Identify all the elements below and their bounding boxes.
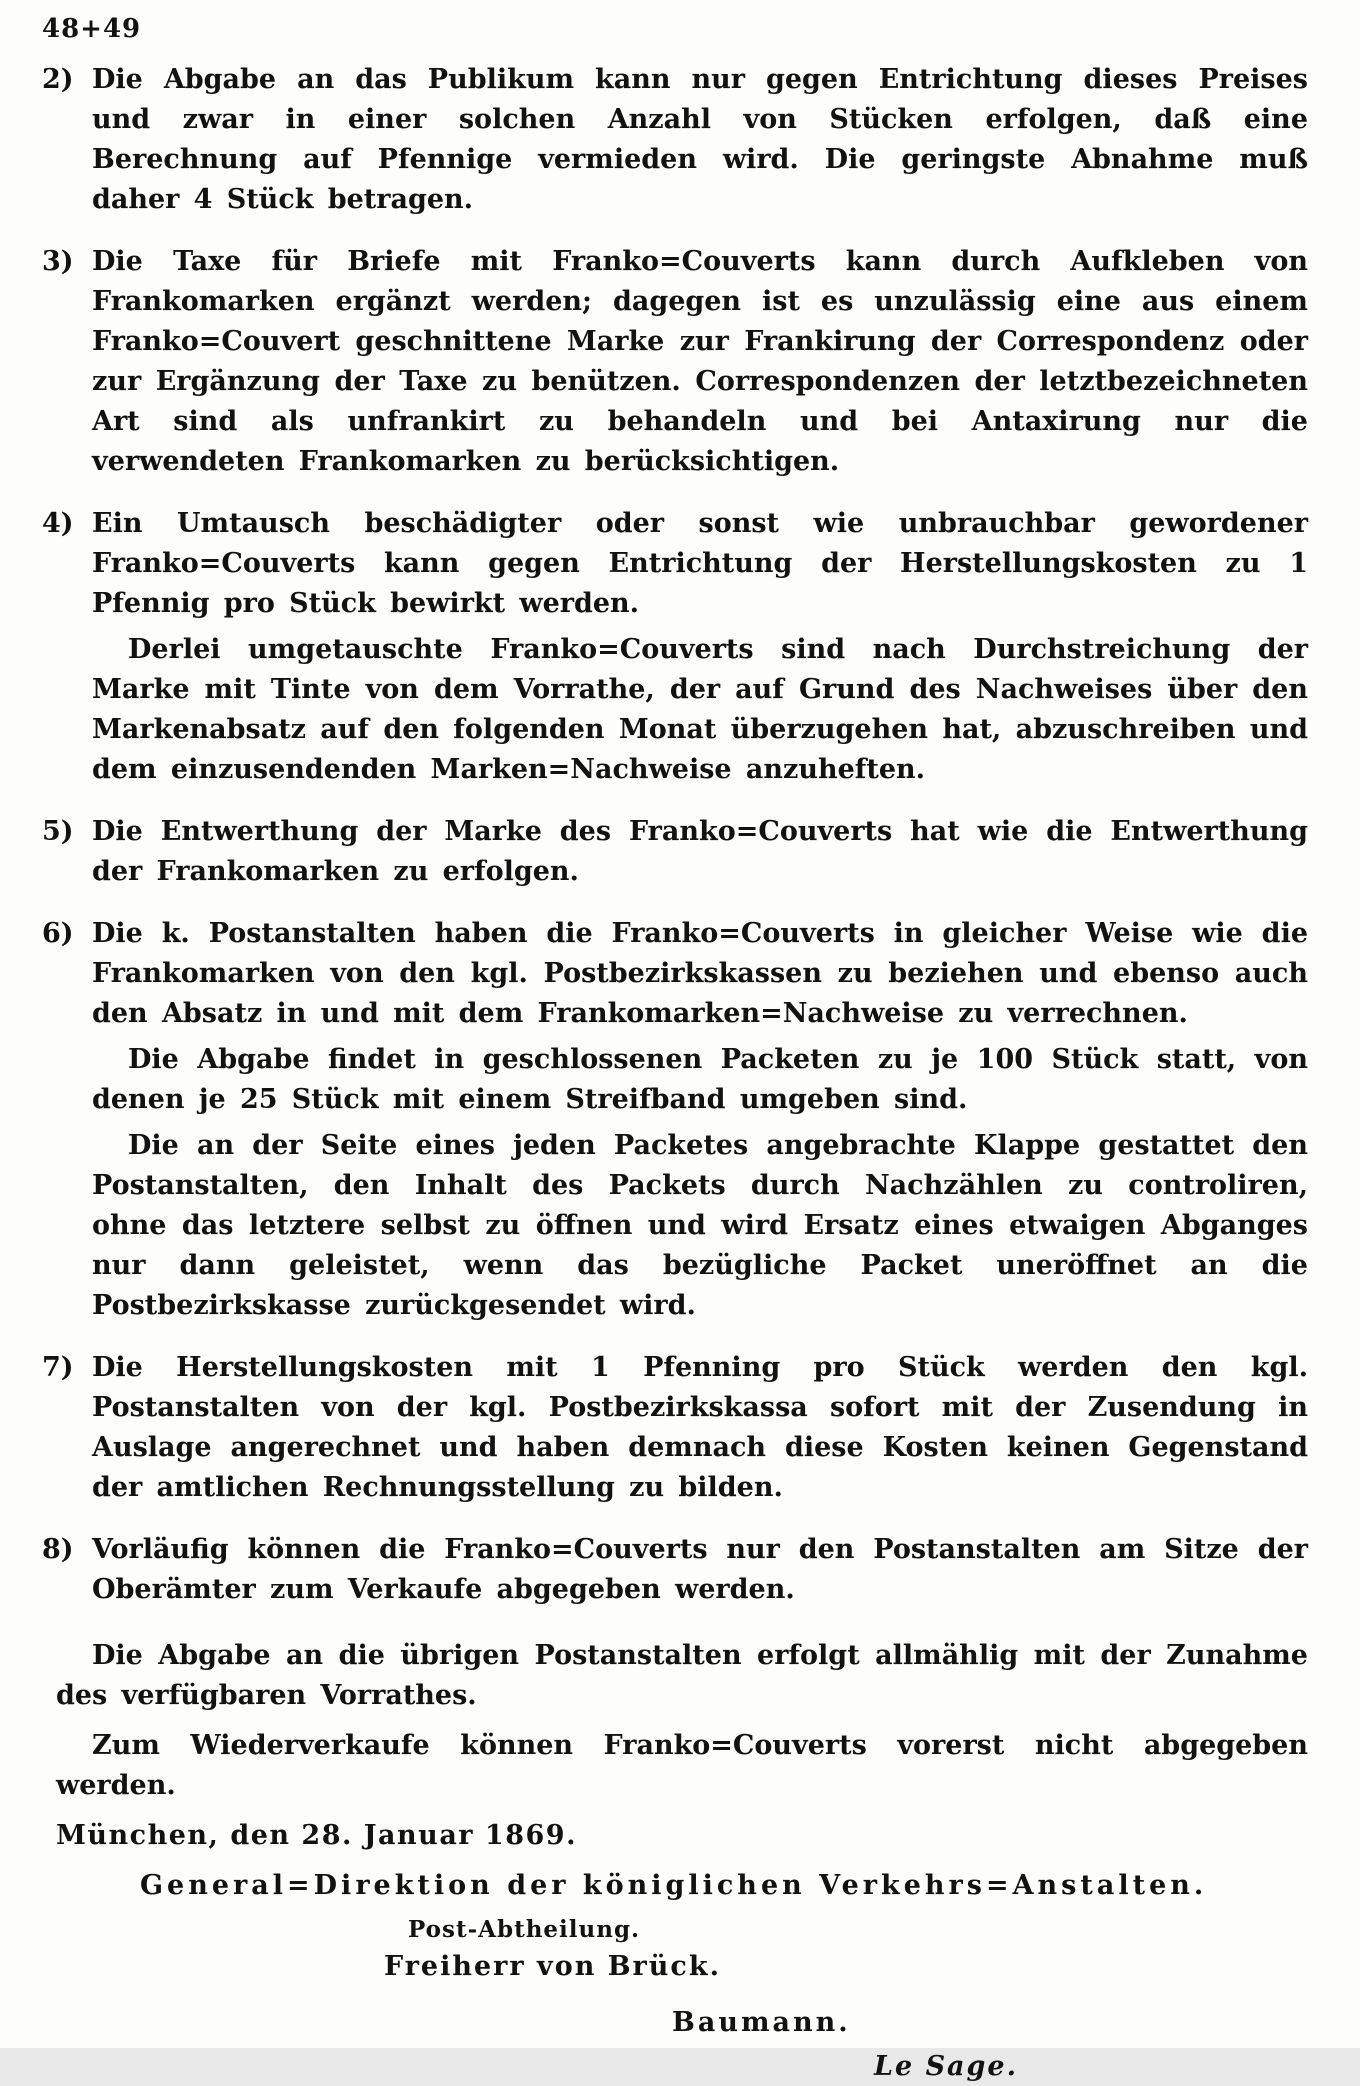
- paragraph: Die Herstellungskosten mit 1 Pfenning pro Stück werden den kgl. Postanstalten von der kgl. Postbezirkskassa sofort mit der Zusendung in Auslage angerechnet und haben demnach diese Kosten keinen Gegenstand der amtlichen Rechnungsstellung zu bilden.: [92, 1352, 1308, 1503]
- numbered-item-list: [42, 60, 1308, 1610]
- item-number: 4): [42, 508, 74, 539]
- item-number: 3): [42, 246, 74, 277]
- list-item-7: [42, 1348, 1308, 1508]
- paragraph: Die an der Seite eines jeden Packetes angebrachte Klappe gestattet den Postanstalten, den Inhalt des Packets durch Nachzählen zu controliren, ohne das letztere selbst zu öffnen und wird Ersatz eines etwaigen Abganges nur dann geleistet, wenn das bezügliche Packet uneröffnet an die Postbezirkskasse zurückgesendet wird.: [92, 1130, 1308, 1321]
- paragraph: Die Abgabe an das Publikum kann nur gegen Entrichtung dieses Preises und zwar in einer solchen Anzahl von Stücken erfolgen, daß eine Berechnung auf Pfennige vermieden wird. Die geringste Abnahme muß daher 4 Stück betragen.: [92, 64, 1308, 215]
- paragraph: Die Taxe für Briefe mit Franko=Couverts kann durch Aufkleben von Frankomarken ergänzt werden; dagegen ist es unzulässig eine aus einem Franko=Couvert geschnittene Marke zur Frankirung der Correspondenz oder zur Ergänzung der Taxe zu benützen. Correspondenzen der letztbezeichneten Art sind als unfrankirt zu behandeln und bei Antaxirung nur die verwendeten Frankomarken zu berücksichtigen.: [92, 246, 1308, 477]
- page-number: 48+49: [42, 14, 142, 44]
- item-number: 2): [42, 64, 74, 95]
- signature-le-sage: Le Sage.: [874, 2051, 1019, 2082]
- paragraph: Die k. Postanstalten haben die Franko=Couverts in gleicher Weise wie die Frankomarken von den kgl. Postbezirkskassen zu beziehen und ebenso auch den Absatz in und mit dem Frankomarken=Nachweise zu verrechnen.: [92, 918, 1308, 1029]
- paragraph: Derlei umgetauschte Franko=Couverts sind nach Durchstreichung der Marke mit Tinte von dem Vorrathe, der auf Grund des Nachweises über den Markenabsatz auf den folgenden Monat überzugehen hat, abzuschreiben und dem einzusendenden Marken=Nachweise anzuheften.: [92, 634, 1308, 785]
- closing-section: [56, 1636, 1308, 2086]
- list-item-5: [42, 812, 1308, 892]
- list-item-2: [42, 60, 1308, 220]
- closing-paragraph: Zum Wiederverkaufe können Franko=Couverts vorerst nicht abgegeben werden.: [56, 1730, 1308, 1801]
- item-body: [92, 60, 1308, 220]
- paragraph: Ein Umtausch beschädigter oder sonst wie unbrauchbar gewordener Franko=Couverts kann gegen Entrichtung der Herstellungskosten zu 1 Pfennig pro Stück bewirkt werden.: [92, 508, 1308, 619]
- closing-paragraph: Die Abgabe an die übrigen Postanstalten erfolgt allmählig mit der Zunahme des verfügbaren Vorrathes.: [56, 1640, 1308, 1711]
- item-body: [92, 242, 1308, 482]
- list-item-6: [42, 914, 1308, 1326]
- list-item-3: [42, 242, 1308, 482]
- department-line: Post-Abtheilung.: [408, 1916, 641, 1943]
- item-body: [92, 504, 1308, 790]
- item-body: [92, 1530, 1308, 1610]
- paragraph: Die Abgabe findet in geschlossenen Packeten zu je 100 Stück statt, von denen je 25 Stück mit einem Streifband umgeben sind.: [92, 1044, 1308, 1115]
- signature-von-brueck: Freiherr von Brück.: [384, 1951, 721, 1982]
- date-line: München, den 28. Januar 1869.: [56, 1820, 577, 1851]
- item-number: 8): [42, 1534, 74, 1565]
- signature-baumann: Baumann.: [672, 2007, 851, 2038]
- list-item-4: [42, 504, 1308, 790]
- item-number: 6): [42, 918, 74, 949]
- item-body: [92, 1348, 1308, 1508]
- list-item-8: [42, 1530, 1308, 1610]
- item-body: [92, 914, 1308, 1326]
- item-number: 5): [42, 816, 74, 847]
- paragraph: Vorläufig können die Franko=Couverts nur den Postanstalten am Sitze der Oberämter zum Verkaufe abgegeben werden.: [92, 1534, 1308, 1605]
- item-body: [92, 812, 1308, 892]
- item-number: 7): [42, 1352, 74, 1383]
- paragraph: Die Entwerthung der Marke des Franko=Couverts hat wie die Entwerthung der Frankomarken zu erfolgen.: [92, 816, 1308, 887]
- organization-line: General=Direktion der königlichen Verkehrs=Anstalten.: [140, 1870, 1208, 1901]
